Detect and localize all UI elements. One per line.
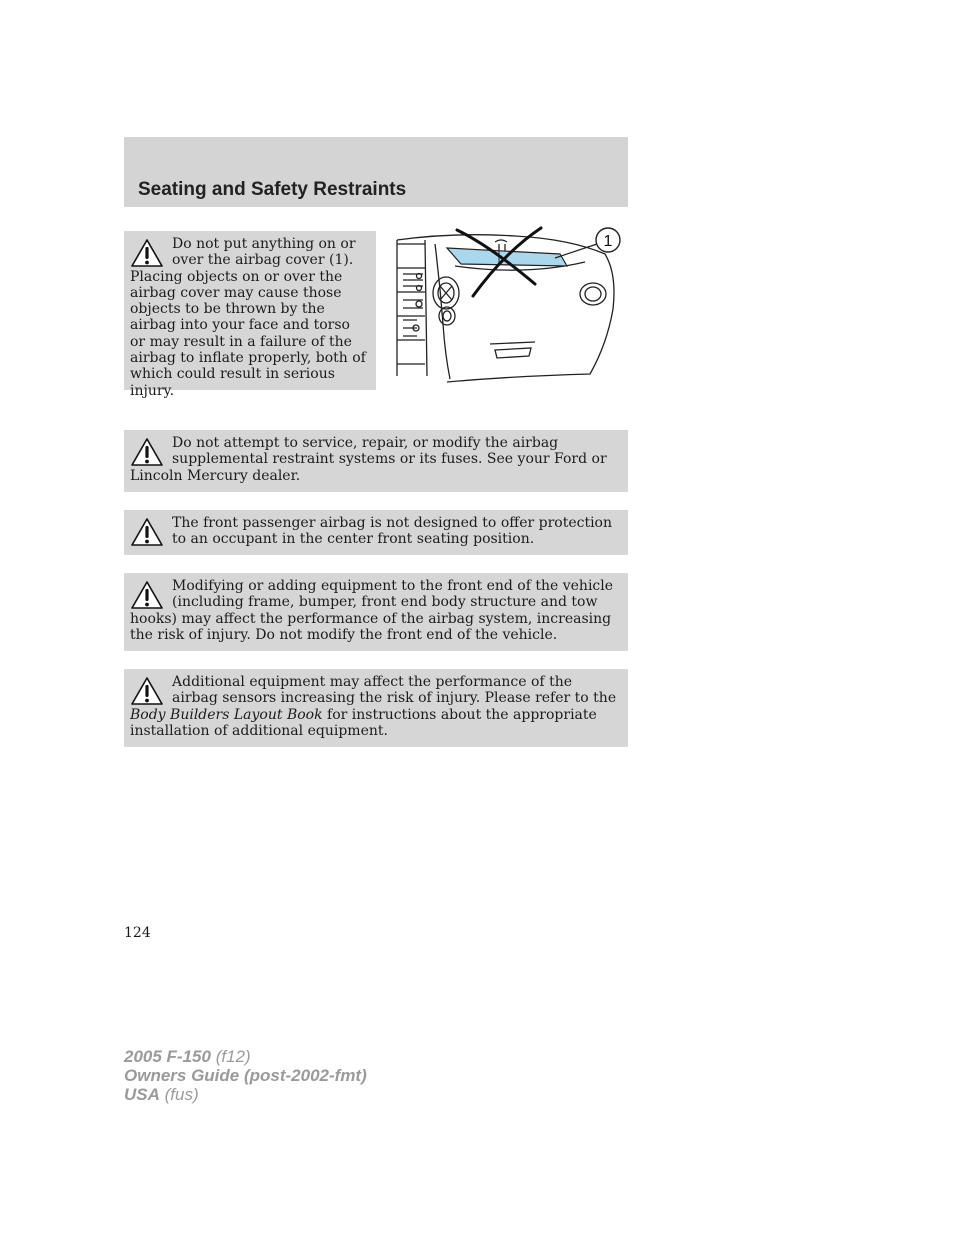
warning-text: Do not attempt to service, repair, or modify the airbag supplemental restraint systems or its fuses. See your Ford or Lincoln Mercury dealer.	[130, 435, 607, 484]
warning-text-part: for instructions about the appropriate installation of additional equipment.	[130, 706, 597, 739]
warning-box-service	[124, 430, 628, 492]
figure-callout-label: 1	[603, 233, 613, 250]
warning-box-front-end	[124, 573, 628, 651]
warning-triangle-icon	[130, 437, 164, 467]
document-footer	[124, 1047, 367, 1104]
warning-box-airbag-cover	[124, 231, 376, 399]
warning-text: The front passenger airbag is not designed to offer protection to an occupant in the center front seating position.	[172, 515, 613, 548]
warning-triangle-icon	[130, 676, 164, 706]
warning-text: Do not put anything on or over the airbag cover (1). Placing objects on or over the airbag cover may cause those objects to be thrown by the airbag into your face and torso or may result in a failure of the airbag to inflate properly, both of which could result in serious injury.	[130, 236, 366, 399]
warning-triangle-icon	[130, 517, 164, 547]
section-title: Seating and Safety Restraints	[138, 179, 407, 200]
dashboard-airbag-illustration	[395, 224, 627, 386]
warning-text	[130, 674, 621, 739]
book-title: Body Builders Layout Book	[130, 706, 323, 723]
warning-box-additional-equipment	[124, 669, 628, 747]
warning-box-center-seat	[124, 510, 628, 555]
footer-line-region: USA (fus)	[124, 1085, 199, 1104]
section-header	[124, 137, 628, 207]
footer-line-model: 2005 F-150 (f12)	[124, 1047, 251, 1066]
warning-text-part: Additional equipment may affect the performance of the airbag sensors increasing the risk of injury. Please refer to the	[172, 674, 617, 707]
warning-text: Modifying or adding equipment to the front end of the vehicle (including frame, bumper, front end body structure and tow hooks) may affect the performance of the airbag system, increasing the risk of injury. Do not modify the front end of the vehicle.	[130, 578, 614, 643]
footer-line-guide: Owners Guide (post-2002-fmt)	[124, 1066, 367, 1085]
warning-triangle-icon	[130, 238, 164, 268]
page-number: 124	[124, 925, 151, 941]
warning-triangle-icon	[130, 580, 164, 610]
